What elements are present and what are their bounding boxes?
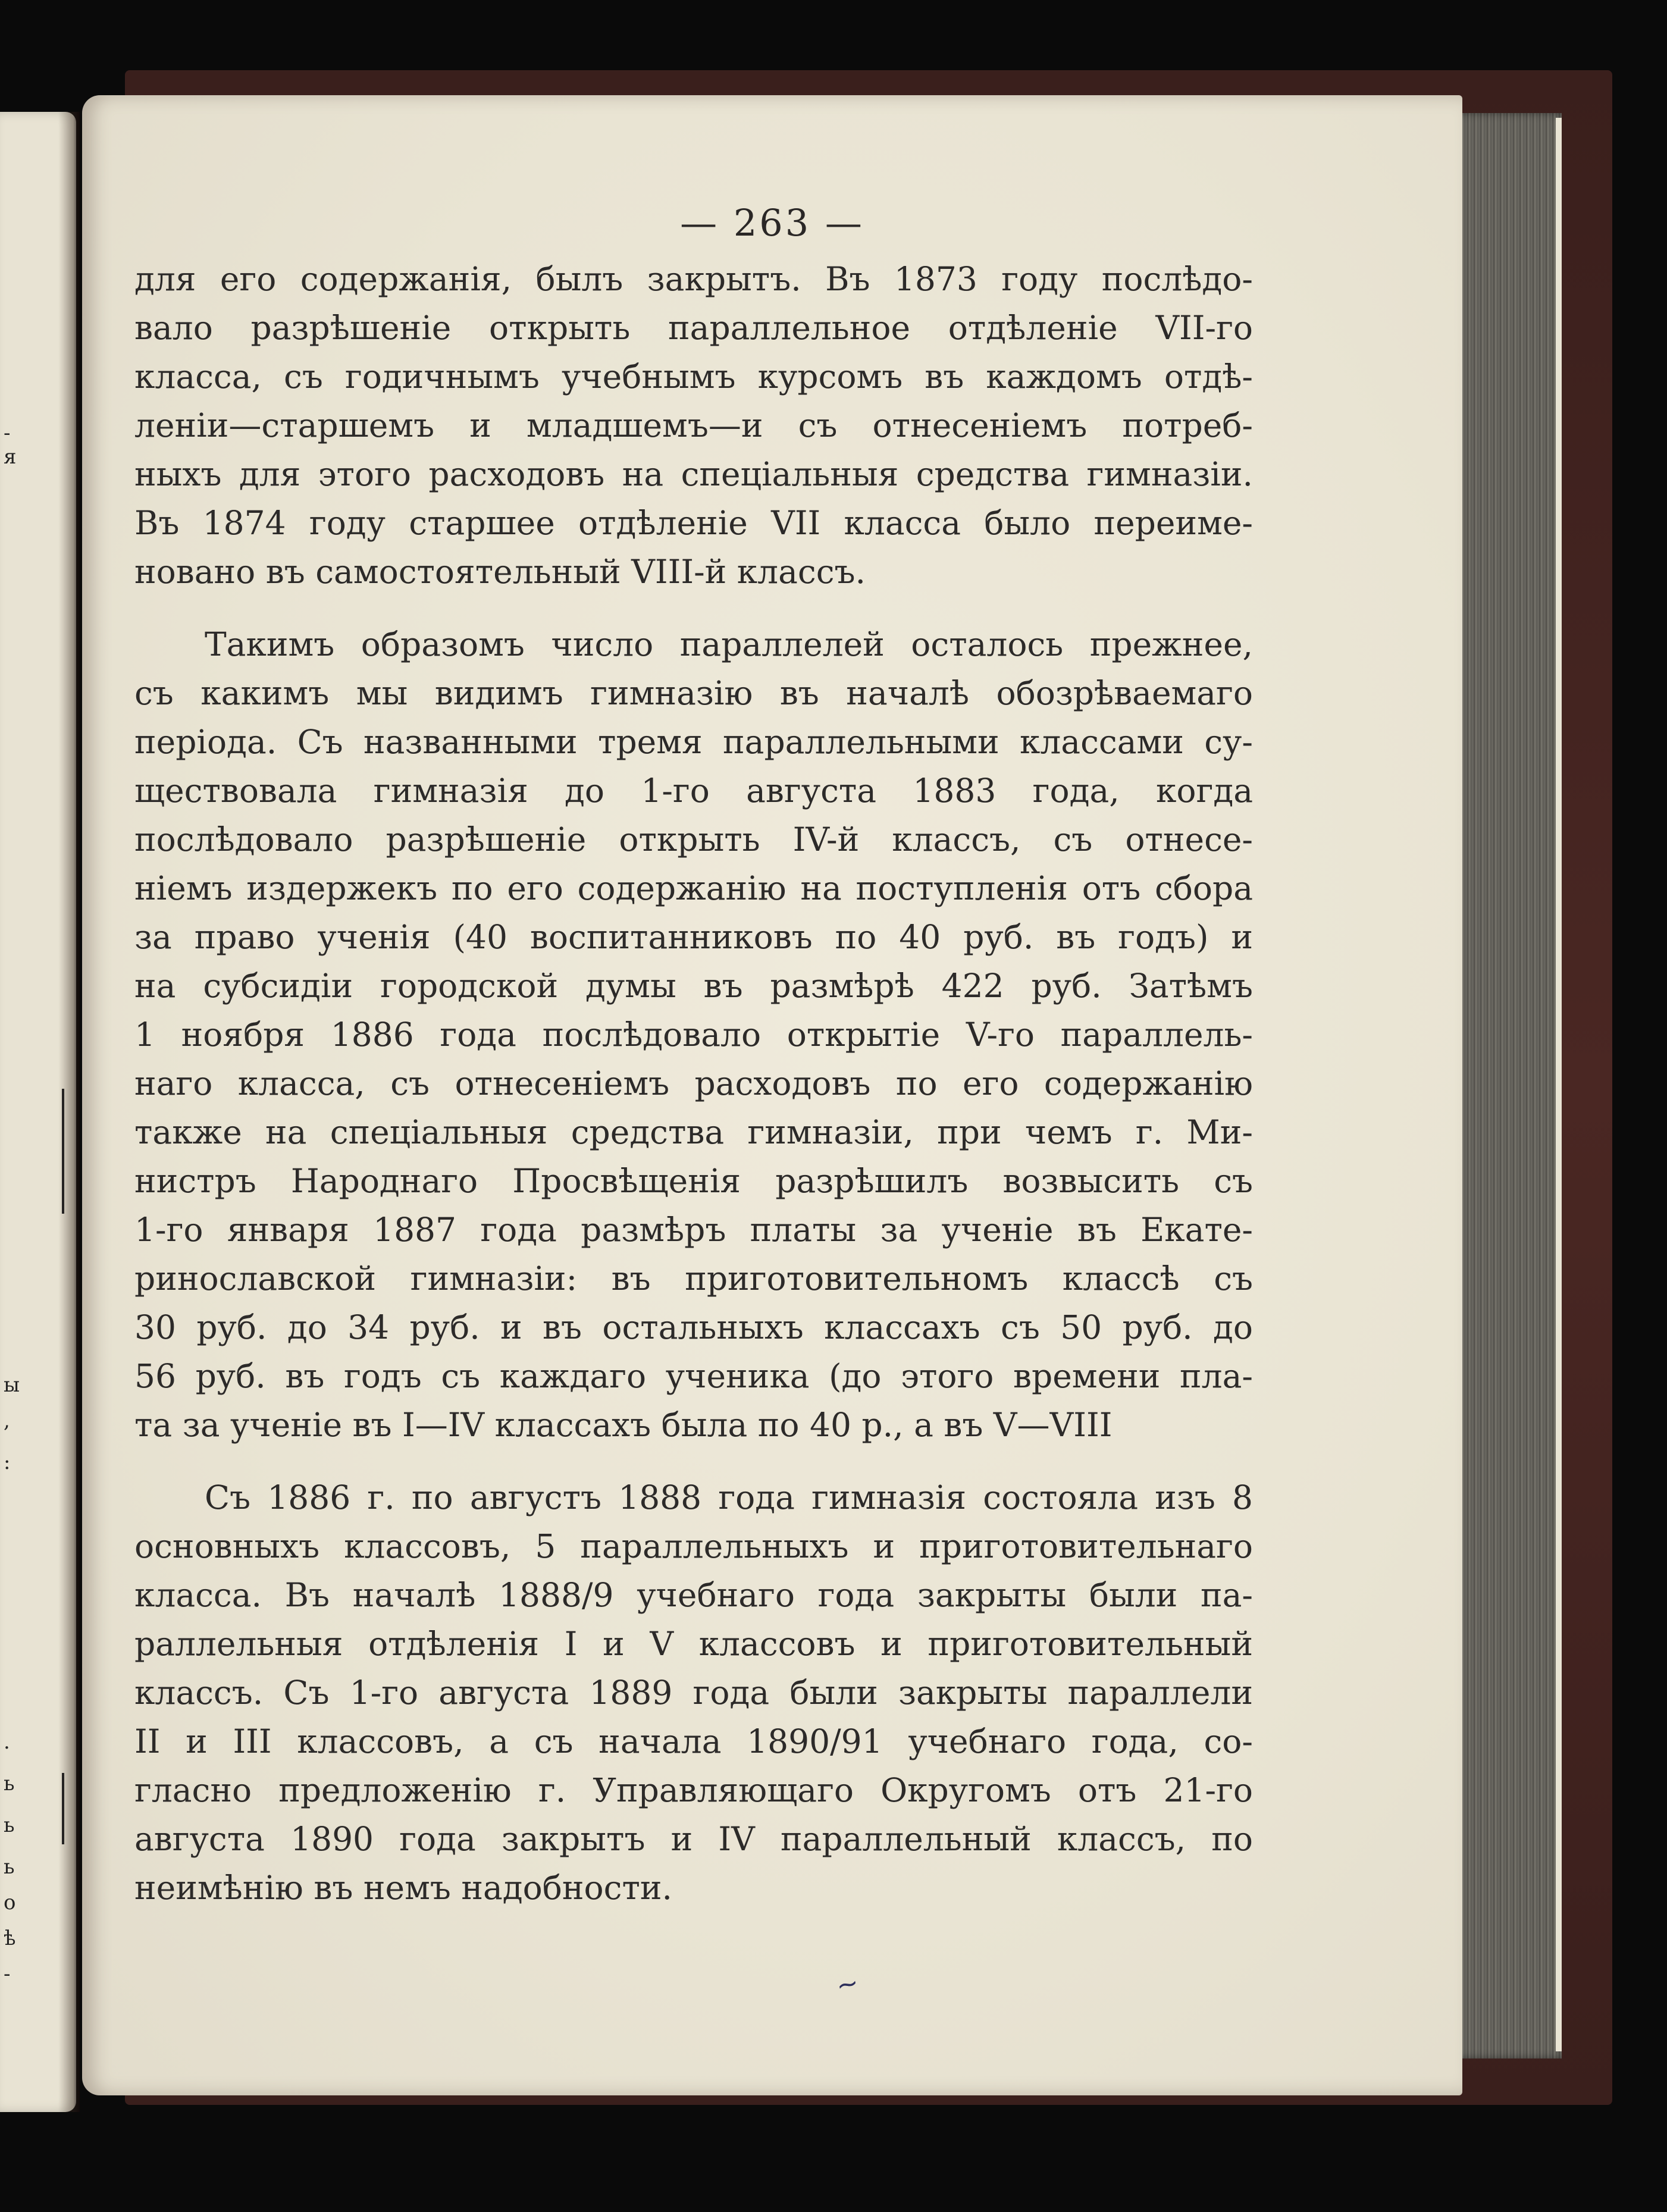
text-line: ніемъ издержекъ по его содержанію на поступленія отъ сбора <box>134 869 1253 907</box>
text-line: 56 руб. въ годъ съ каждаго ученика (до этого времени пла- <box>134 1357 1253 1395</box>
left-page-char: : <box>4 1450 11 1474</box>
page-edge-highlight <box>1556 118 1562 2051</box>
text-line: та за ученіе въ I—IV классахъ была по 40 р., а въ V—VIII <box>134 1406 1113 1444</box>
left-page-char: , <box>4 1409 10 1433</box>
text-line: ществовала гимназія до 1-го августа 1883 года, когда <box>134 772 1253 810</box>
text-line: леніи—старшемъ и младшемъ—и съ отнесеніемъ потреб- <box>134 406 1253 444</box>
left-page-char: ы <box>4 1373 20 1397</box>
text-line: съ какимъ мы видимъ гимназію въ началѣ обозрѣваемаго <box>134 674 1253 712</box>
left-page-char: ѣ <box>4 1926 16 1950</box>
left-page-char: ь <box>4 1813 15 1837</box>
left-page-char: я <box>4 445 17 469</box>
text-line: ныхъ для этого расходовъ на спеціальныя средства гимназіи. <box>134 455 1253 493</box>
text-line: основныхъ классовъ, 5 параллельныхъ и приготовительнаго <box>134 1527 1253 1565</box>
text-line: гласно предложенію г. Управляющаго Округомъ отъ 21-го <box>134 1771 1253 1809</box>
text-line: также на спеціальныя средства гимназіи, при чемъ г. Ми- <box>134 1113 1253 1151</box>
left-page-char: - <box>4 1962 11 1986</box>
text-line: для его содержанія, былъ закрытъ. Въ 1873 году послѣдо- <box>134 260 1253 298</box>
page-text <box>134 255 1253 1912</box>
paragraph-gap <box>134 596 1253 620</box>
text-line: II и III классовъ, а съ начала 1890/91 учебнаго года, со- <box>134 1722 1253 1760</box>
text-line: новано въ самостоятельный VIII-й классъ. <box>134 553 866 591</box>
ink-smudge-mark: ~ <box>834 1967 861 2002</box>
text-line: нистръ Народнаго Просвѣщенія разрѣшилъ возвысить съ <box>134 1162 1253 1200</box>
page-number: — 263 — <box>680 201 864 245</box>
text-line: за право ученія (40 воспитанниковъ по 40 руб. въ годъ) и <box>134 918 1253 956</box>
text-line: Съ 1886 г. по августъ 1888 года гимназія состояла изъ 8 <box>205 1478 1253 1517</box>
left-page-char: ь <box>4 1772 15 1796</box>
text-line: августа 1890 года закрытъ и IV параллельный классъ, по <box>134 1820 1253 1858</box>
text-line: 30 руб. до 34 руб. и въ остальныхъ классахъ съ 50 руб. до <box>134 1308 1253 1346</box>
page-edge-stack <box>1452 113 1562 2059</box>
text-line: неимѣнію въ немъ надобности. <box>134 1869 673 1907</box>
left-page-char: . <box>4 1730 10 1754</box>
left-page-char: - <box>4 421 11 445</box>
text-line: классъ. Съ 1-го августа 1889 года были закрыты параллели <box>134 1674 1253 1712</box>
text-line: періода. Съ названными тремя параллельными классами су- <box>134 723 1253 761</box>
text-line: ринославской гимназіи: въ приготовительномъ классѣ съ <box>134 1259 1253 1298</box>
text-line: 1-го января 1887 года размѣръ платы за ученіе въ Екате- <box>134 1211 1253 1249</box>
text-line: послѣдовало разрѣшеніе открыть IV-й классъ, съ отнесе- <box>134 820 1253 859</box>
text-line: вало разрѣшеніе открыть параллельное отдѣленіе VII-го <box>134 309 1253 347</box>
text-line: на субсидіи городской думы въ размѣрѣ 422 руб. Затѣмъ <box>134 967 1253 1005</box>
book-page <box>82 95 1462 2095</box>
text-line: класса, съ годичнымъ учебнымъ курсомъ въ каждомъ отдѣ- <box>134 358 1253 396</box>
paragraph-gap <box>134 1449 1253 1473</box>
text-line: 1 ноября 1886 года послѣдовало открытіе V-го параллель- <box>134 1016 1253 1054</box>
text-line: класса. Въ началѣ 1888/9 учебнаго года закрыты были па- <box>134 1576 1253 1614</box>
text-line: Въ 1874 году старшее отдѣленіе VII класса было переиме- <box>134 504 1253 542</box>
gutter-shadow <box>58 112 80 2112</box>
text-line: наго класса, съ отнесеніемъ расходовъ по его содержанію <box>134 1064 1253 1102</box>
left-page-char: о <box>4 1891 16 1915</box>
text-line: раллельныя отдѣленія I и V классовъ и приготовительный <box>134 1625 1253 1663</box>
left-page-char: ь <box>4 1855 15 1879</box>
text-line: Такимъ образомъ число параллелей осталось прежнее, <box>205 625 1253 663</box>
